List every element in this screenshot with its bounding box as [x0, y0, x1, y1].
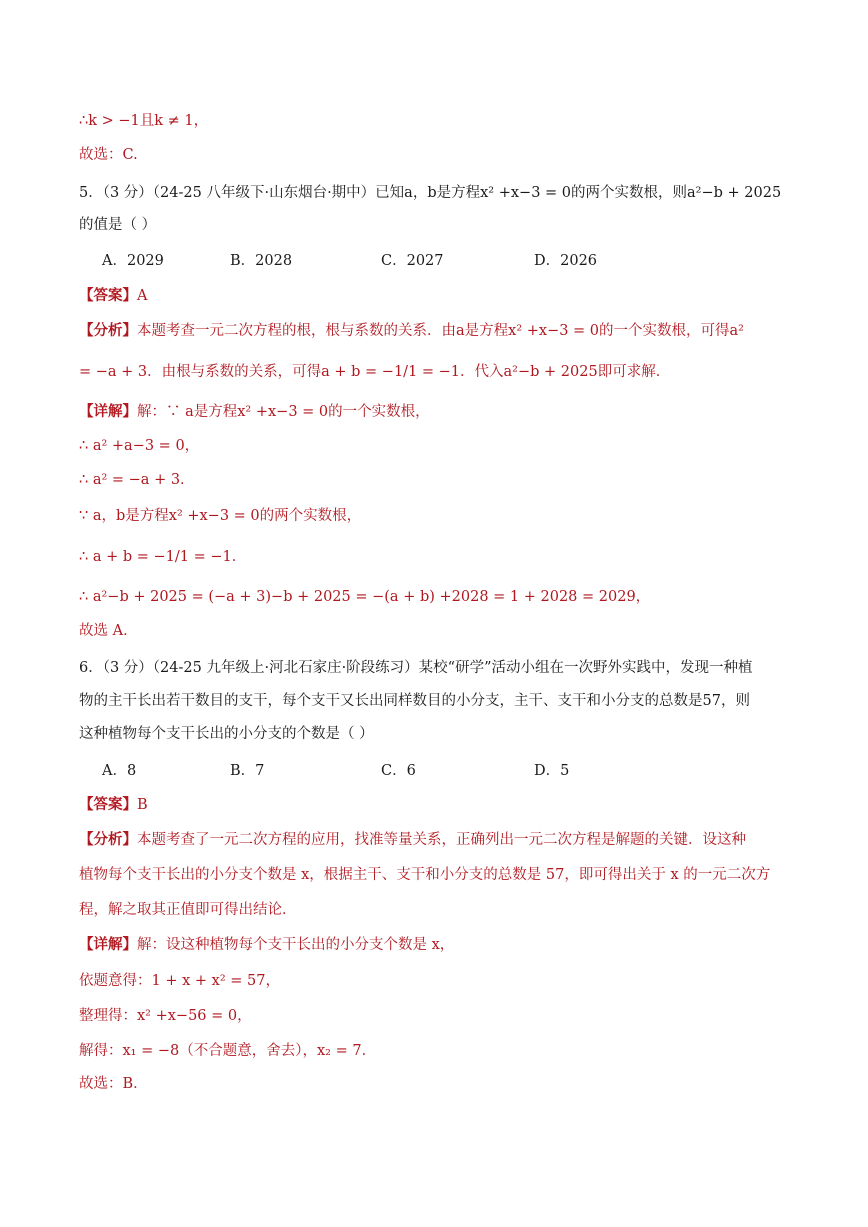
- q6-detail-line3: 整理得：x² +x−56 = 0，: [79, 1008, 252, 1024]
- q5-option-c: C．2027: [381, 253, 444, 269]
- q6-detail-line4: 解得：x₁ = −8（不合题意，舍去），x₂ = 7．: [79, 1043, 377, 1059]
- answer-tag: 【答案】: [79, 796, 137, 813]
- q5-detail-text1: 解：∵ a是方程x² +x−3 = 0的一个实数根，: [137, 404, 430, 420]
- q6-detail-line5: 故选：B．: [79, 1076, 148, 1092]
- q5-option-d: D．2026: [534, 253, 598, 269]
- q5-detail-line1: [79, 401, 808, 423]
- q6-analysis-line2: 植物每个支干长出的小分支个数是 x，根据主干、支干和小分支的总数是 57，即可得出关于 x 的一元二次方: [79, 867, 771, 883]
- q6-answer: [79, 794, 808, 816]
- q5-detail-line5: ∴ a + b = −1/1 = −1．: [79, 549, 247, 565]
- q5-detail-line4: ∵ a，b是方程x² +x−3 = 0的两个实数根，: [79, 508, 362, 524]
- analysis-tag: 【分析】: [79, 831, 137, 848]
- detail-tag: 【详解】: [79, 403, 137, 420]
- prev-answer: 故选：C.: [79, 147, 138, 163]
- q6-answer-value: B: [137, 797, 148, 813]
- q5-answer: [79, 285, 808, 307]
- q6-analysis-text1: 本题考查了一元二次方程的应用，找准等量关系，正确列出一元二次方程是解题的关键．设这种: [137, 832, 746, 848]
- q5-detail-line6: ∴ a²−b + 2025 = (−a + 3)−b + 2025 = −(a + b) +2028 = 1 + 2028 = 2029，: [79, 589, 651, 605]
- answer-tag: 【答案】: [79, 287, 137, 304]
- detail-tag: 【详解】: [79, 936, 137, 953]
- q6-option-c: C．6: [381, 763, 416, 779]
- q5-answer-value: A: [137, 288, 148, 304]
- analysis-tag: 【分析】: [79, 322, 137, 339]
- q5-analysis-line2: = −a + 3．由根与系数的关系，可得a + b = −1/1 = −1．代入a²−b + 2025即可求解．: [79, 364, 671, 380]
- q5-analysis-line1: [79, 320, 808, 342]
- q5-option-a: A．2029: [102, 253, 164, 269]
- q5-stem-line1: 5．（3 分）（24-25 八年级下·山东烟台·期中）已知a，b是方程x² +x−3 = 0的两个实数根，则a²−b + 2025: [79, 185, 782, 201]
- q5-stem-line2: 的值是（ ）: [79, 217, 157, 233]
- q5-detail-line2: ∴ a² +a−3 = 0，: [79, 438, 200, 454]
- q5-detail-line3: ∴ a² = −a + 3．: [79, 472, 195, 488]
- q5-analysis-text1: 本题考查一元二次方程的根，根与系数的关系．由a是方程x² +x−3 = 0的一个实数根，可得a²: [137, 323, 744, 339]
- q6-detail-line1: [79, 934, 808, 956]
- q6-stem-line2: 物的主干长出若干数目的支干，每个支干又长出同样数目的小分支，主干、支干和小分支的总数是57，则: [79, 693, 750, 709]
- q6-option-a: A．8: [102, 763, 137, 779]
- q6-analysis-line1: [79, 829, 808, 851]
- q6-stem-line3: 这种植物每个支干长出的小分支的个数是（ ）: [79, 726, 374, 742]
- q6-detail-text1: 解：设这种植物每个支干长出的小分支个数是 x，: [137, 937, 455, 953]
- q6-stem-line1: 6．（3 分）（24-25 九年级上·河北石家庄·阶段练习）某校“研学”活动小组在一次野外实践中，发现一种植: [79, 660, 753, 676]
- prev-conclusion: ∴k > −1且k ≠ 1，: [79, 113, 209, 129]
- q6-analysis-line3: 程，解之取其正值即可得出结论．: [79, 902, 297, 918]
- q6-detail-line2: 依题意得：1 + x + x² = 57，: [79, 973, 280, 989]
- q6-option-b: B．7: [230, 763, 265, 779]
- q6-option-d: D．5: [534, 763, 570, 779]
- q5-detail-line7: 故选 A．: [79, 623, 138, 639]
- q5-option-b: B．2028: [230, 253, 293, 269]
